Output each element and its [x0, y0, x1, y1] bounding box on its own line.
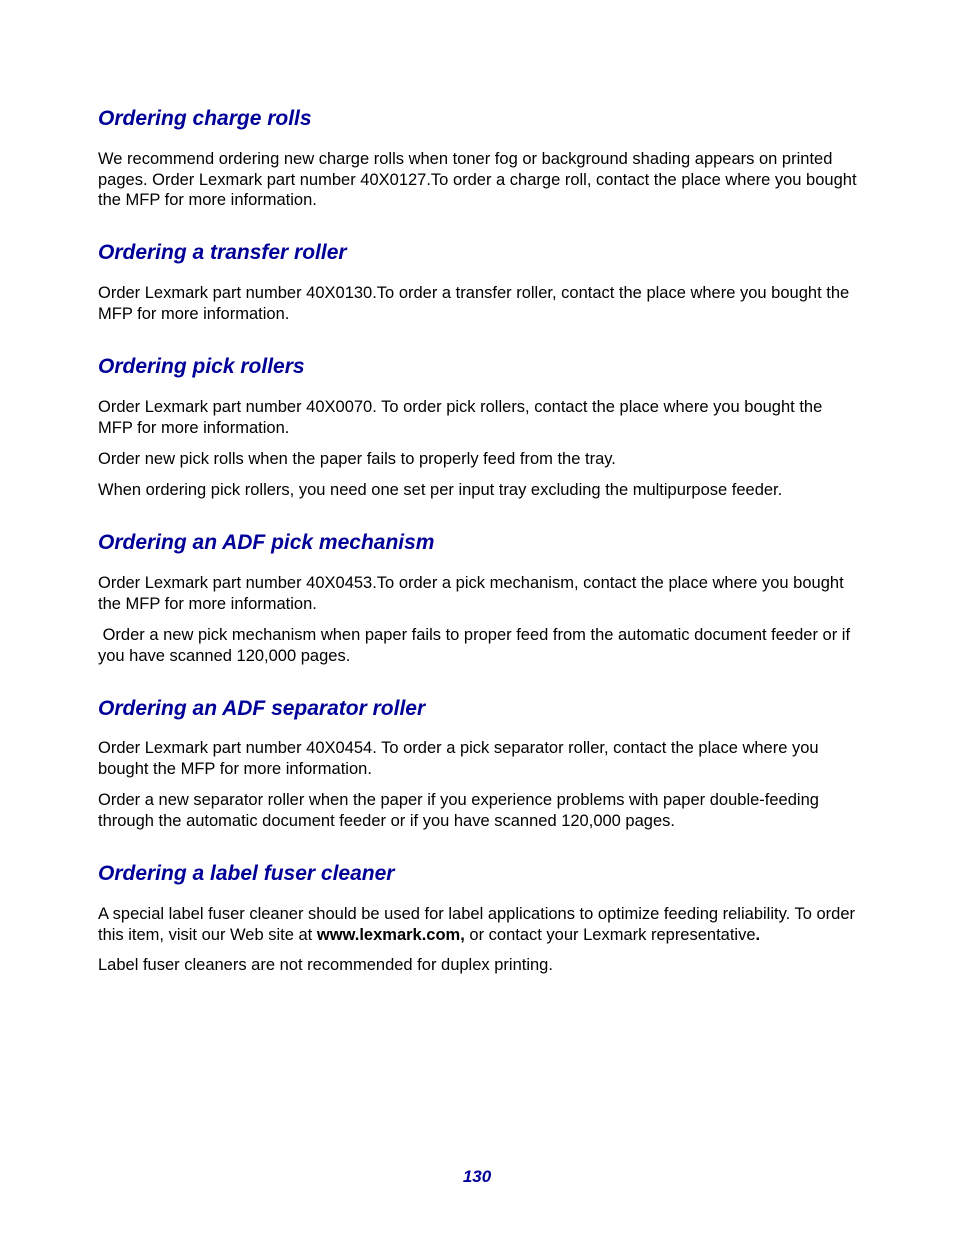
paragraph-adf-separator-2: Order a new separator roller when the paper if you experience problems with paper double-feeding through the automatic document feeder or if you have scanned 120,000 pages.	[98, 791, 819, 830]
paragraph-pick-rollers-1: Order Lexmark part number 40X0070. To order pick rollers, contact the place where you bought the MFP for more information.	[98, 398, 823, 437]
heading-transfer-roller: Ordering a transfer roller	[98, 241, 347, 264]
heading-adf-separator-roller: Ordering an ADF separator roller	[98, 697, 426, 720]
paragraph-label-fuser-1-tail: or contact your Lexmark representative	[464, 925, 756, 944]
paragraph-charge-rolls-1: We recommend ordering new charge rolls when toner fog or background shading appears on printed pages. Order Lexmark part number 40X0127.To order a charge roll, contact the place where you bought the MFP for more information.	[98, 150, 857, 209]
paragraph-pick-rollers-2: Order new pick rolls when the paper fails to properly feed from the tray.	[98, 450, 616, 468]
paragraph-label-fuser-2: Label fuser cleaners are not recommended for duplex printing.	[98, 956, 553, 974]
paragraph-adf-separator-1: Order Lexmark part number 40X0454. To order a pick separator roller, contact the place where you bought the MFP for more information.	[98, 739, 819, 778]
page-number: 130	[462, 1167, 492, 1186]
paragraph-label-fuser-1-text: A special label fuser cleaner should be used for label applications to optimize feeding reliability. To order this item, visit our Web site at	[98, 905, 856, 944]
paragraph-pick-rollers-3: When ordering pick rollers, you need one set per input tray excluding the multipurpose feeder.	[98, 481, 783, 499]
paragraph-adf-pick-1: Order Lexmark part number 40X0453.To order a pick mechanism, contact the place where you bought the MFP for more information.	[98, 574, 844, 613]
lexmark-website-link[interactable]: www.lexmark.com,	[316, 925, 465, 944]
paragraph-label-fuser-1-period: .	[755, 925, 761, 944]
heading-charge-rolls: Ordering charge rolls	[98, 107, 312, 130]
paragraph-label-fuser-1	[98, 904, 858, 945]
heading-adf-pick-mechanism: Ordering an ADF pick mechanism	[98, 531, 435, 554]
paragraph-adf-pick-2: Order a new pick mechanism when paper fails to proper feed from the automatic document feeder or if you have scanned 120,000 pages.	[98, 626, 855, 665]
heading-label-fuser-cleaner: Ordering a label fuser cleaner	[98, 862, 395, 885]
paragraph-transfer-roller-1: Order Lexmark part number 40X0130.To order a transfer roller, contact the place where you bought the MFP for more information.	[98, 284, 850, 323]
heading-pick-rollers: Ordering pick rollers	[98, 355, 305, 378]
